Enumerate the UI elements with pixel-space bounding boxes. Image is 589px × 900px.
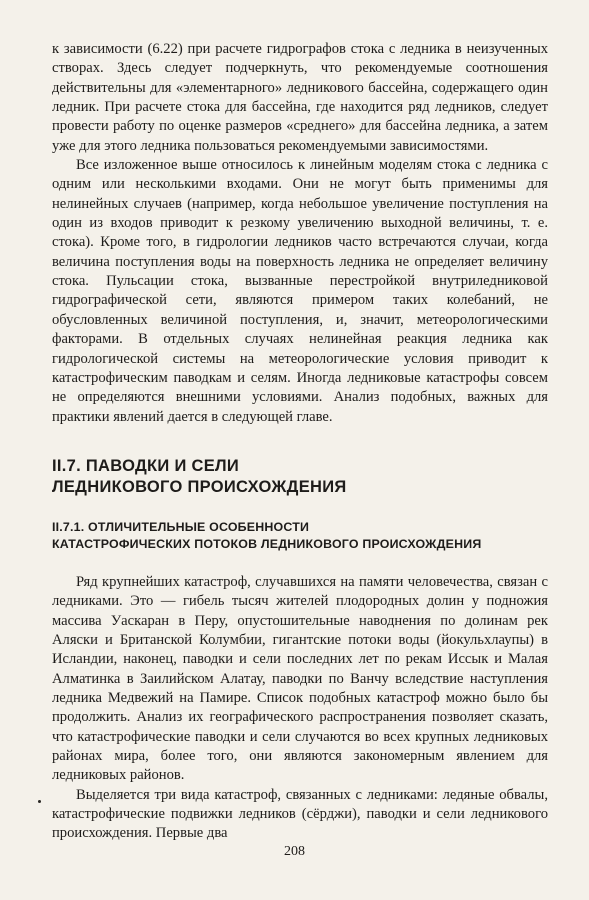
section-heading [52,456,548,498]
paragraph-2: Все изложенное выше относилось к линейным моделям стока с ледника с одним или несколькими входами. Они не могут быть применимы для нелинейных случаев (например, когда небольшое увеличение поступления на один из входов приводит к резкому увеличению выходной величины, т. е. стока). Кроме того, в гидрологии ледников часто встречаются случаи, когда величина поступления воды на поверхность ледника не определяет величину стока. Пульсации стока, вызванные перестройкой внутриледниковой гидрографической сети, являются примером таких колебаний, не обусловленных величиной поступления, и, значит, метеорологическими факторами. В отдельных случаях нелинейная реакция ледника как гидрологической системы на метеорологические условия приводит к катастрофическим паводкам и селям. Иногда ледниковые катастрофы совсем не определяются внешними условиями. Анализ подобных, важных для практики явлений дается в следующей главе. [52,157,548,425]
margin-dot-mark [38,800,41,803]
paragraph-1: к зависимости (6.22) при расчете гидрографов стока с ледника в неизученных створах. Здесь следует подчеркнуть, что рекомендуемые соотношения действительны для «элементарного» ледникового бассейна, содержащего один ледник. При расчете стока для бассейна, где находится ряд ледников, следует провести работу по оценке размеров «среднего» для бассейна ледника, а затем уже для этого ледника пользоваться рекомендуемыми зависимостями. [52,41,548,154]
section-heading-line-1: II.7. ПАВОДКИ И СЕЛИ [52,456,240,475]
paragraph-4: Выделяется три вида катастроф, связанных с ледниками: ледяные обвалы, катастрофические подвижки ледников (сёрджи), паводки и сели ледникового происхождения. Первые два [52,786,548,842]
subsection-heading-line-2: КАТАСТРОФИЧЕСКИХ ПОТОКОВ ЛЕДНИКОВОГО ПРОИСХОЖДЕНИЯ [52,536,482,551]
page-body [52,40,548,844]
section-heading-line-2: ЛЕДНИКОВОГО ПРОИСХОЖДЕНИЯ [52,477,347,496]
subsection-heading-line-1: II.7.1. ОТЛИЧИТЕЛЬНЫЕ ОСОБЕННОСТИ [52,519,310,534]
page-number: 208 [284,844,305,859]
subsection-heading [52,519,548,553]
paragraph-3: Ряд крупнейших катастроф, случавшихся на памяти человечества, связан с ледниками. Это — гибель тысяч жителей плодородных долин у подножия массива Уаскаран в Перу, опустошительные наводнения по долинам рек Аляски и Британской Колумбии, гигантские потоки воды (йокульхлаупы) в Исландии, наконец, паводки и сели последних лет по рекам Иссык и Малая Алматинка в Заилийском Алатау, паводки по Ванчу вследствие наступления ледника Медвежий на Памире. Список подобных катастроф можно было бы продолжить. Анализ их географического распространения позволяет сказать, что катастрофические паводки и сели случаются во всех крупных ледниковых районах мира, более того, они являются закономерным явлением для ледниковых районов. [52,573,548,784]
